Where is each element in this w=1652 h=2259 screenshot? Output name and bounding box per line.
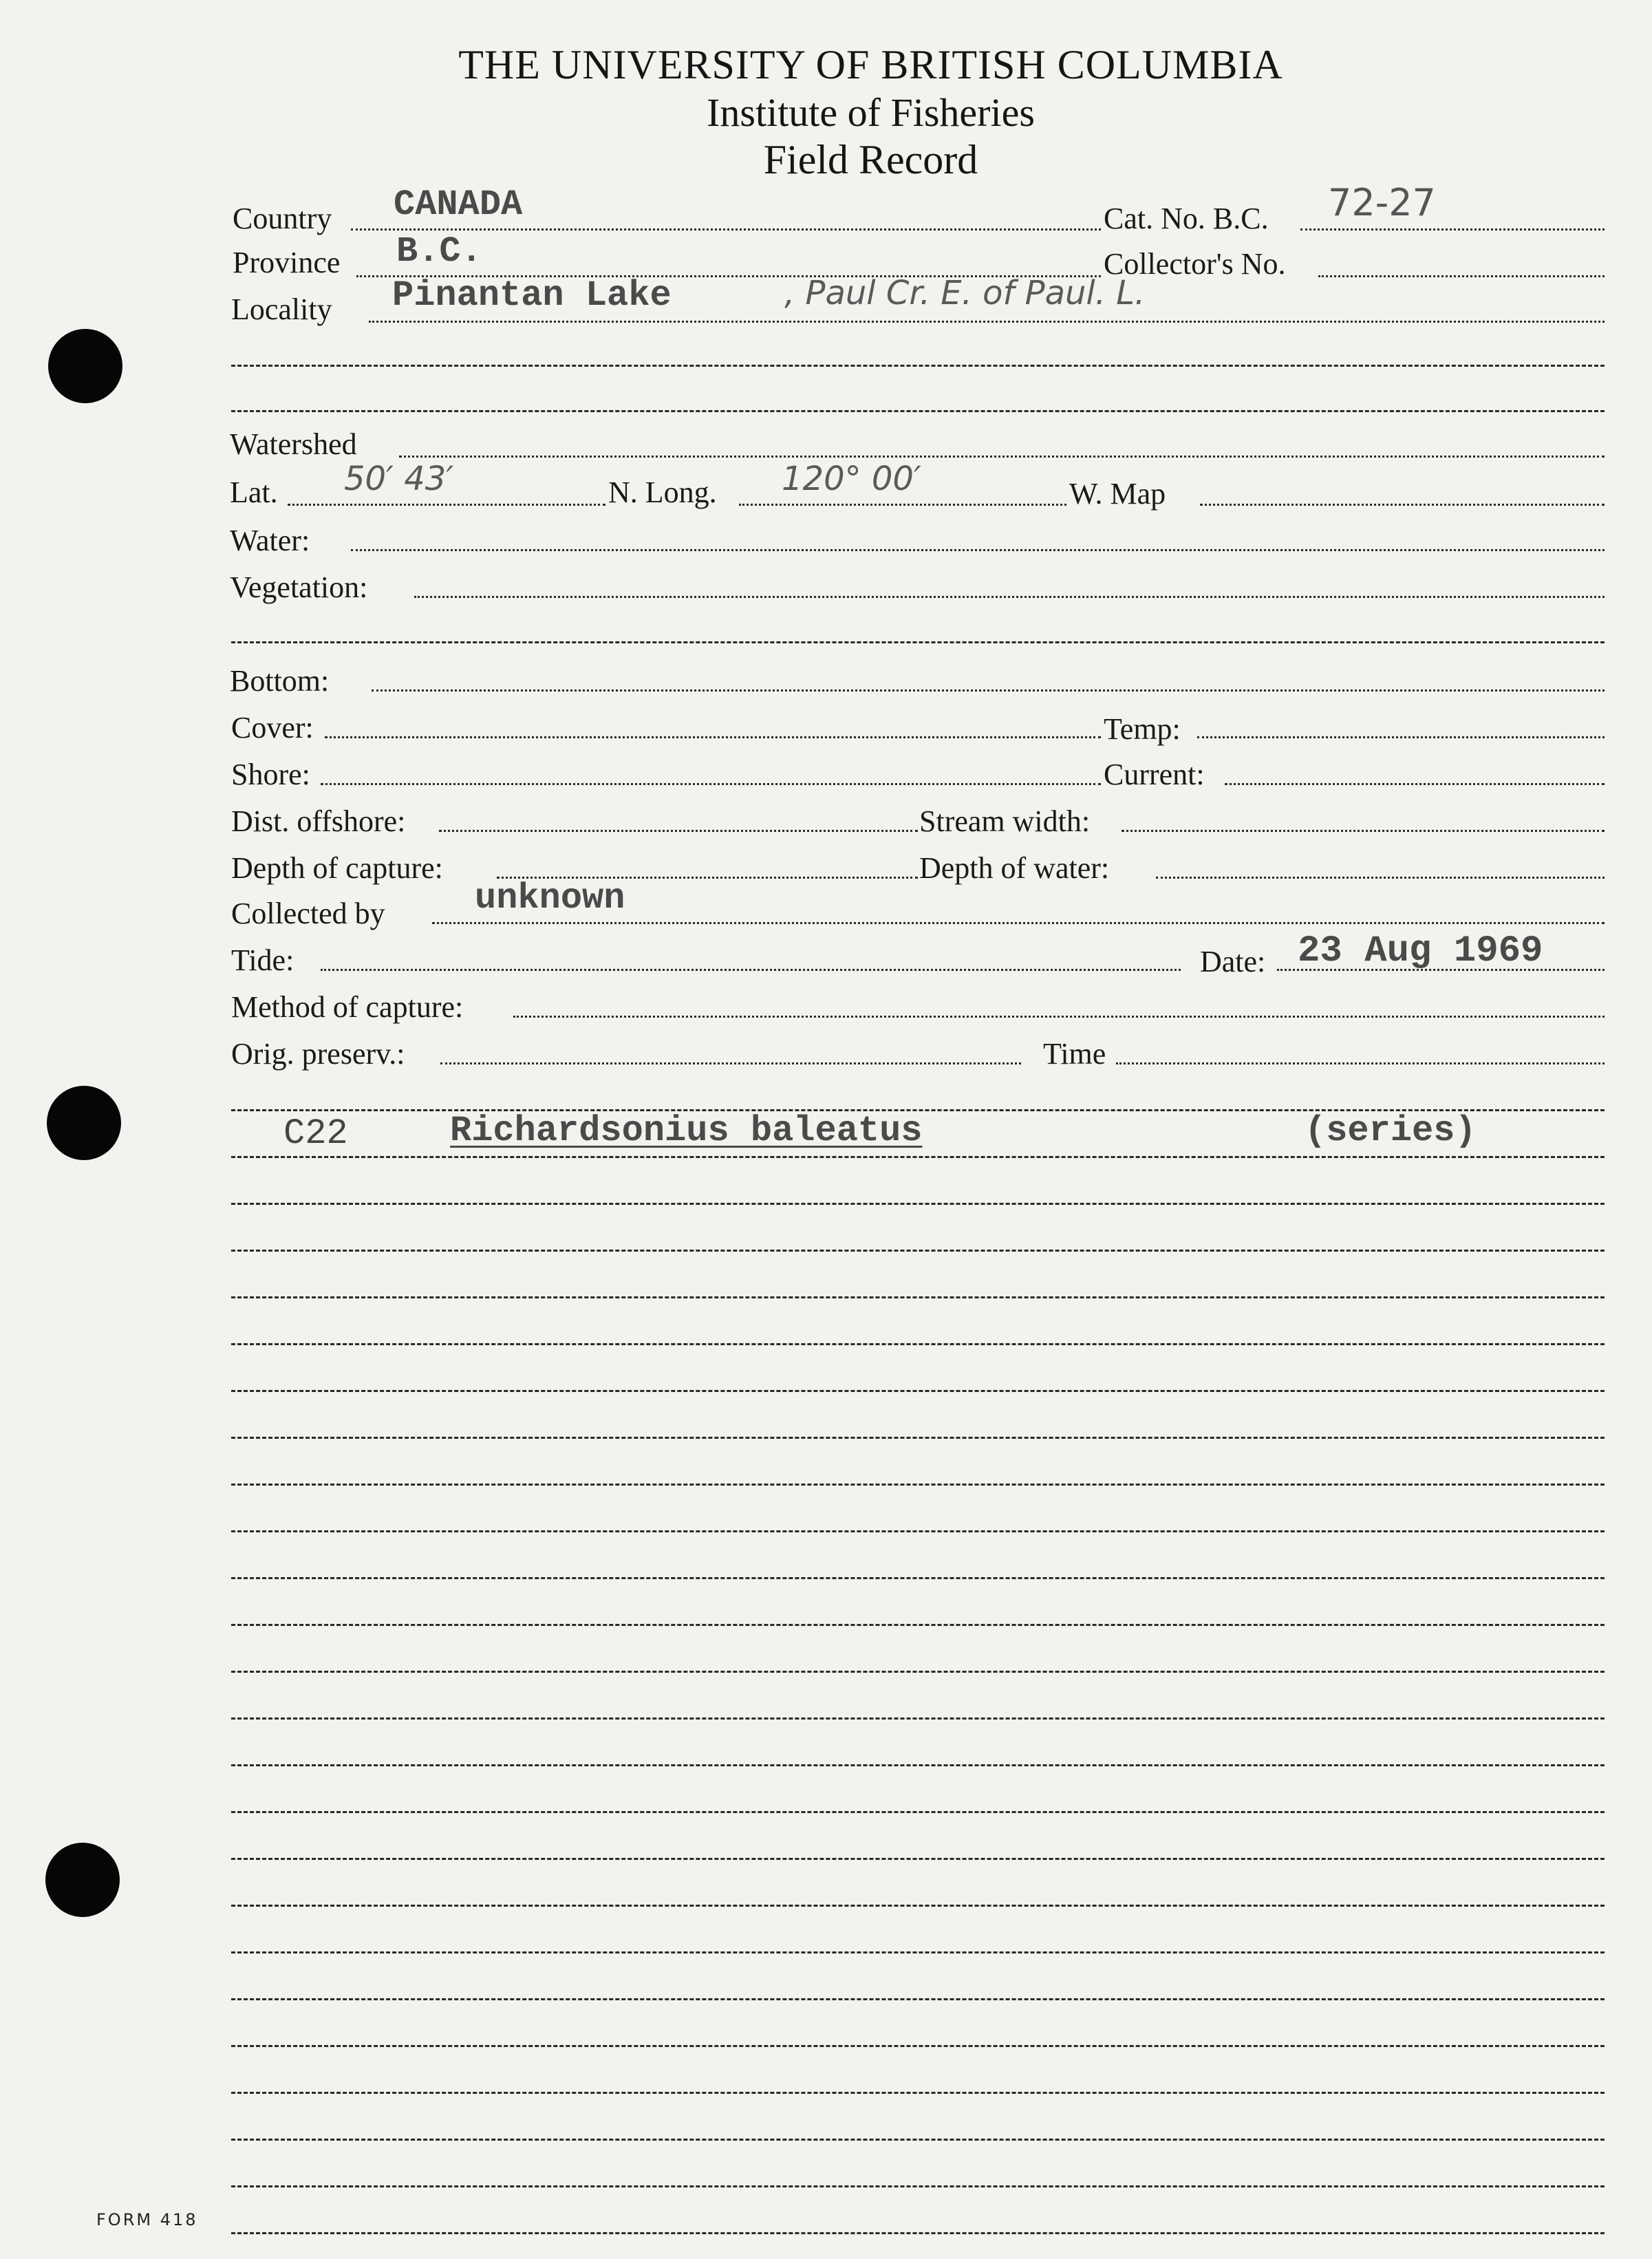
ruled-line [231,1905,1605,1907]
shore-line [321,783,1101,785]
ruled-line [231,1203,1605,1205]
bottom-label: Bottom: [230,664,330,698]
long-line [739,504,1066,506]
depth-water-line [1156,877,1605,879]
bottom-line [372,689,1605,692]
locality-extra-line [231,365,1605,367]
ruled-line [231,1624,1605,1626]
dist-offshore-line [439,830,918,832]
country-line [351,228,1101,231]
vegetation-extra-line [231,641,1605,643]
ruled-line [231,1390,1605,1392]
ruled-line [231,1484,1605,1486]
ruled-line [231,1437,1605,1439]
form-number: FORM 418 [96,2210,198,2229]
date-label: Date: [1200,945,1266,978]
current-line [1225,783,1605,785]
punch-hole-middle [47,1086,121,1160]
punch-hole-bottom [45,1843,120,1917]
lat-label: Lat. [230,475,278,509]
water-label: Water: [230,524,310,557]
depth-water-label: Depth of water: [919,851,1110,885]
stream-width-line [1122,830,1605,832]
university-title: THE UNIVERSITY OF BRITISH COLUMBIA [458,42,1283,87]
record-title: Field Record [763,137,978,182]
cat-no-line [1300,228,1605,231]
collected-by-line [432,922,1605,924]
vegetation-label: Vegetation: [230,570,368,604]
collected-by-value: unknown [475,878,625,919]
method-line [513,1016,1605,1018]
country-label: Country [233,202,332,235]
temp-line [1197,736,1605,738]
ruled-line [231,1343,1605,1345]
lat-line [288,504,605,506]
collectors-no-label: Collector's No. [1104,247,1286,281]
specimen-note: (series) [1305,1111,1477,1151]
long-value: 120° 00′ [782,460,921,498]
ruled-line [231,2092,1605,2094]
vegetation-line [414,596,1605,598]
punch-hole-top [48,329,122,403]
time-line [1116,1062,1605,1064]
orig-preserv-line [440,1062,1021,1064]
date-value: 23 Aug 1969 [1298,930,1543,972]
locality-line [369,321,1605,323]
ruled-line [231,1951,1605,1953]
ruled-line [231,1296,1605,1298]
ruled-line [231,2232,1605,2234]
locality-handwritten-value: , Paul Cr. E. of Paul. L. [784,274,1146,312]
collected-by-label: Collected by [231,897,385,930]
ruled-line [231,1717,1605,1720]
ruled-line [231,1998,1605,2000]
ruled-line [231,1577,1605,1579]
orig-preserv-label: Orig. preserv.: [231,1037,405,1071]
country-value: CANADA [394,184,523,225]
dist-offshore-label: Dist. offshore: [231,804,406,838]
water-line [351,549,1605,551]
province-value: B.C. [396,231,482,272]
ruled-line [231,1671,1605,1673]
ruled-line [231,1530,1605,1532]
lat-value: 50′ 43′ [344,460,454,498]
ruled-line [231,1250,1605,1252]
locality-typed-value: Pinantan Lake [392,275,672,316]
tide-line [321,969,1181,971]
province-label: Province [233,246,341,279]
locality-extra-line-2 [231,410,1605,412]
watershed-label: Watershed [230,427,357,461]
ruled-line [231,1764,1605,1766]
cat-no-label: Cat. No. B.C. [1104,202,1269,235]
depth-capture-label: Depth of capture: [231,851,443,885]
current-label: Current: [1104,758,1205,791]
institute-title: Institute of Fisheries [707,90,1035,135]
ruled-line [231,2185,1605,2187]
ruled-line [231,2139,1605,2141]
specimen-code: C22 [283,1113,348,1154]
locality-label: Locality [231,292,332,326]
tide-label: Tide: [231,943,294,977]
shore-label: Shore: [231,758,310,791]
stream-width-label: Stream width: [919,804,1091,838]
ruled-line [231,2045,1605,2047]
cat-no-value: 72-27 [1328,181,1436,224]
ruled-line [231,1156,1605,1158]
ruled-line [231,1858,1605,1860]
time-label: Time [1043,1037,1106,1071]
n-long-label: N. Long. [608,475,717,509]
method-label: Method of capture: [231,990,464,1024]
cover-label: Cover: [231,711,314,745]
collectors-no-line [1318,275,1605,277]
map-line [1200,504,1605,506]
w-map-label: W. Map [1069,477,1166,511]
temp-label: Temp: [1104,712,1181,746]
watershed-line [399,456,1605,458]
ruled-line [231,1811,1605,1813]
specimen-species: Richardsonius baleatus [450,1111,923,1151]
cover-line [325,736,1101,738]
